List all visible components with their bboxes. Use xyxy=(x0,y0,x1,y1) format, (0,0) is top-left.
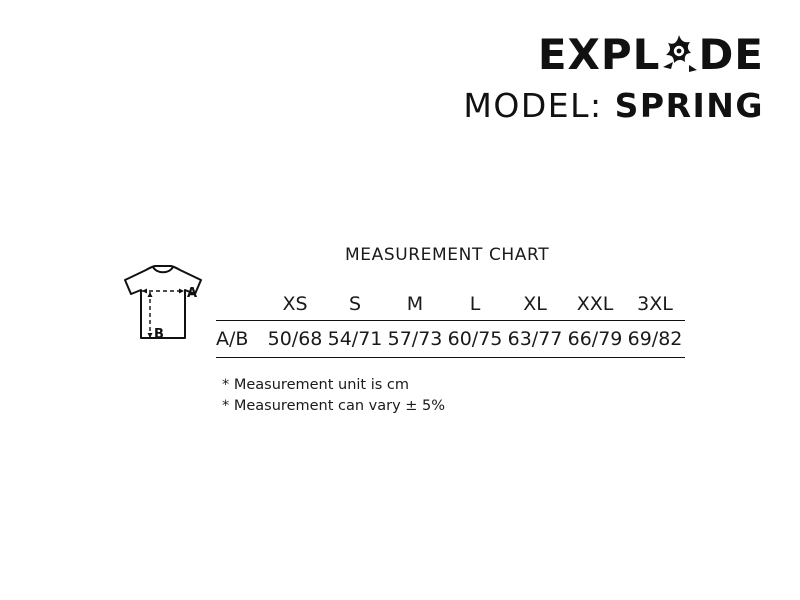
row-label-ab: A/B xyxy=(216,321,265,358)
brand-header xyxy=(463,30,764,125)
cell-ab-m: 57/73 xyxy=(385,321,445,358)
model-line xyxy=(463,86,764,125)
model-name: SPRING xyxy=(614,86,764,125)
model-label: MODEL: xyxy=(463,86,603,125)
table-header-row xyxy=(216,288,685,321)
column-header-xxl: XXL xyxy=(565,288,625,321)
cell-ab-xxl: 66/79 xyxy=(565,321,625,358)
note-unit: * Measurement unit is cm xyxy=(222,377,410,393)
cell-ab-3xl: 69/82 xyxy=(625,321,685,358)
column-header-l: L xyxy=(445,288,505,321)
diagram-label-b: B xyxy=(154,327,164,342)
star-icon xyxy=(659,34,699,76)
cell-ab-xs: 50/68 xyxy=(265,321,325,358)
measurement-notes xyxy=(222,375,445,417)
table-row xyxy=(216,321,685,358)
note-variance: * Measurement can vary ± 5% xyxy=(222,398,446,414)
column-header-s: S xyxy=(325,288,385,321)
cell-ab-xl: 63/77 xyxy=(505,321,565,358)
brand-wordmark-prefix: EXPL xyxy=(537,30,661,79)
diagram-label-a: A xyxy=(187,286,198,301)
cell-ab-s: 54/71 xyxy=(325,321,385,358)
column-header-3xl: 3XL xyxy=(625,288,685,321)
column-header-m: M xyxy=(385,288,445,321)
column-header-xs: XS xyxy=(265,288,325,321)
page-title: MEASUREMENT CHART xyxy=(345,245,550,265)
brand-wordmark-suffix: DE xyxy=(698,30,764,79)
column-header-xl: XL xyxy=(505,288,565,321)
cell-ab-l: 60/75 xyxy=(445,321,505,358)
table-corner-cell xyxy=(216,288,265,321)
brand-wordmark xyxy=(463,30,764,79)
tshirt-measurement-diagram xyxy=(113,262,213,362)
measurement-table xyxy=(216,288,685,358)
